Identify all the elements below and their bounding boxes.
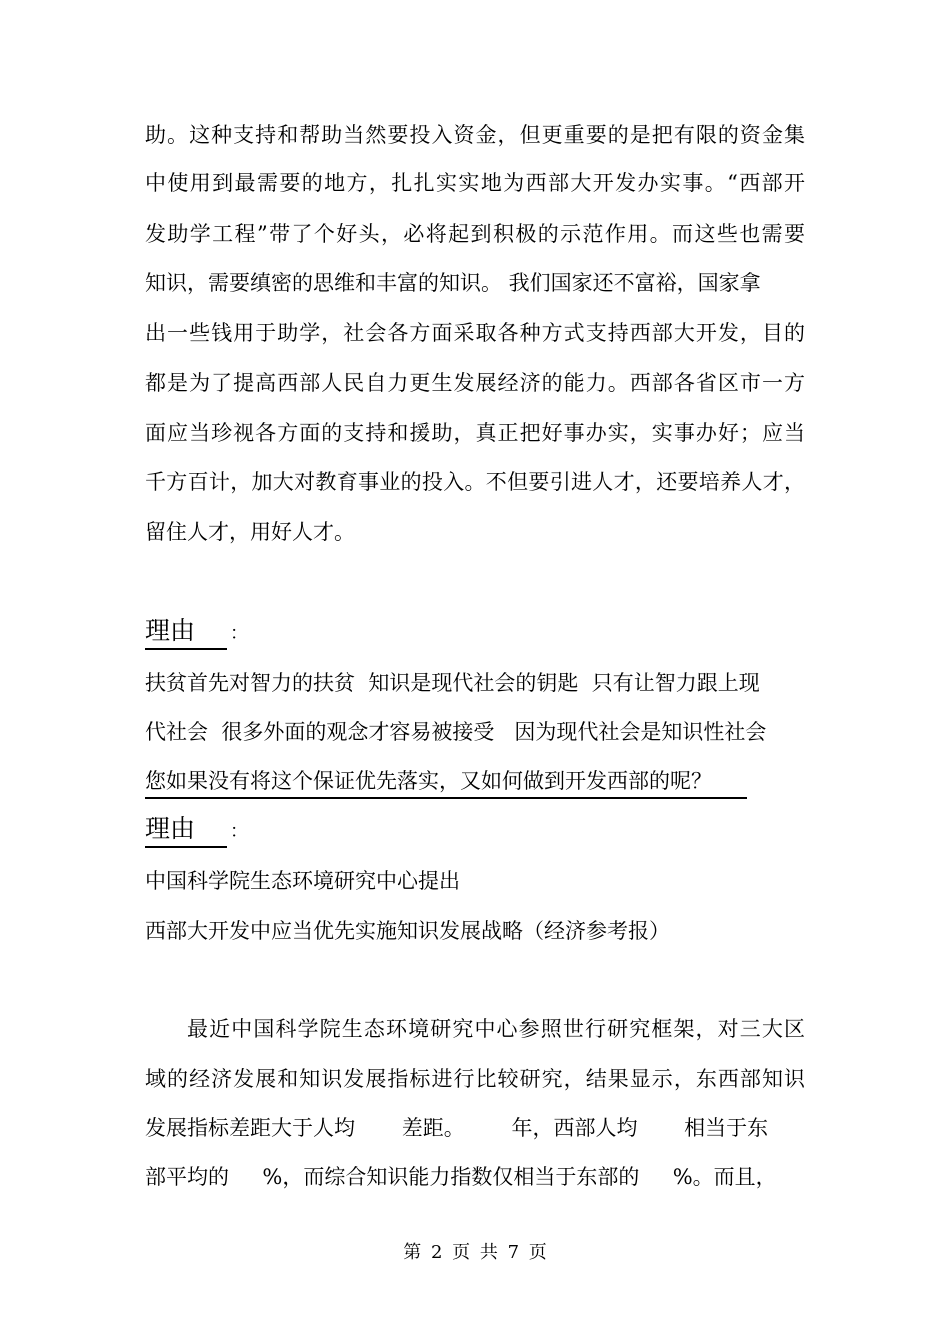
source-line-1: 中国科学院生态环境研究中心提出	[145, 869, 460, 893]
reason2-colon: ：	[230, 821, 248, 842]
reason1-line-2: 代社会 很多外面的观念才容易被接受 因为现代社会是知识性社会	[145, 720, 767, 744]
reason1-line-3: 您如果没有将这个保证优先落实，又如何做到开发西部的呢？	[145, 766, 747, 799]
reason1-line-1: 扶贫首先对智力的扶贫 知识是现代社会的钥匙 只有让智力跟上现	[145, 671, 760, 695]
paragraph1-line-3: 发助学工程”带了个好头，必将起到积极的示范作用。而这些也需要	[145, 222, 805, 246]
source-line-2: 西部大开发中应当优先实施知识发展战略（经济参考报）	[145, 919, 670, 943]
reason1-colon: ：	[230, 623, 248, 644]
paragraph1-line-8: 千方百计，加大对教育事业的投入。不但要引进人才，还要培养人才，	[145, 470, 805, 494]
paragraph1-line-4: 知识，需要缜密的思维和丰富的知识。 我们国家还不富裕，国家拿	[145, 271, 761, 295]
paragraph1-line-1: 助。这种支持和帮助当然要投入资金，但更重要的是把有限的资金集	[145, 123, 805, 147]
page-number-footer: 第 2 页 共 7 页	[403, 1242, 547, 1263]
reason1-heading	[145, 614, 248, 651]
paragraph1-line-6: 都是为了提高西部人民自力更生发展经济的能力。西部各省区市一方	[145, 371, 805, 395]
paragraph2-line-2: 域的经济发展和知识发展指标进行比较研究，结果显示，东西部知识	[145, 1067, 805, 1091]
reason2-heading	[145, 812, 248, 849]
paragraph1-line-2: 中使用到最需要的地方，扎扎实实地为西部大开发办实事。“西部开	[145, 171, 805, 195]
paragraph2-line-1: 最近中国科学院生态环境研究中心参照世行研究框架，对三大区	[187, 1017, 805, 1041]
paragraph1-line-5: 出一些钱用于助学，社会各方面采取各种方式支持西部大开发，目的	[145, 321, 805, 345]
paragraph2-line-3: 发展指标差距大于人均 差距。 年，西部人均 相当于东	[145, 1116, 769, 1140]
paragraph1-line-7: 面应当珍视各方面的支持和援助，真正把好事办实，实事办好；应当	[145, 421, 805, 445]
paragraph1-line-9: 留住人才，用好人才。	[145, 520, 355, 544]
paragraph2-line-4: 部平均的 %，而综合知识能力指数仅相当于东部的 %。而且，	[145, 1165, 777, 1189]
reason1-label: 理由	[145, 614, 227, 650]
reason2-label: 理由	[145, 812, 227, 848]
